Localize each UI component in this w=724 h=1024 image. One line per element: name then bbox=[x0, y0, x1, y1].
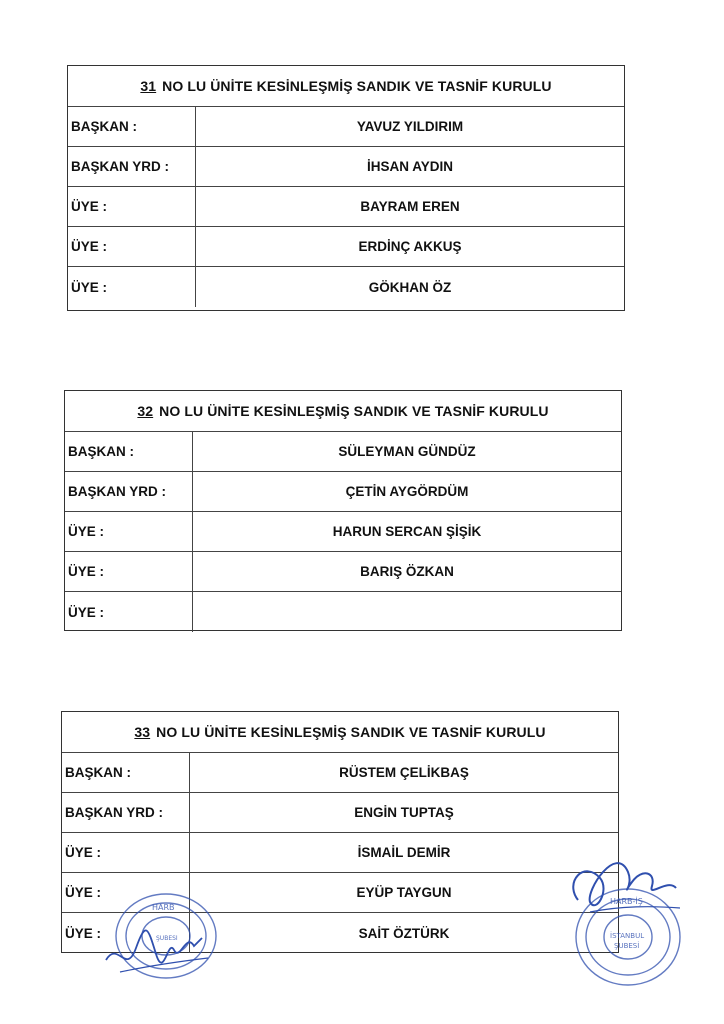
table-row bbox=[68, 187, 624, 227]
role-cell: ÜYE : bbox=[68, 227, 196, 266]
name-cell: ÇETİN AYGÖRDÜM bbox=[345, 484, 469, 499]
role-cell: BAŞKAN YRD : bbox=[68, 147, 196, 186]
committee-title-text: NO LU ÜNİTE KESİNLEŞMİŞ SANDIK VE TASNİF KURULU bbox=[159, 403, 549, 419]
union-stamp-right bbox=[560, 842, 690, 997]
role-cell: ÜYE : bbox=[68, 267, 196, 307]
name-cell: GÖKHAN ÖZ bbox=[368, 279, 452, 295]
name-cell: RÜSTEM ÇELİKBAŞ bbox=[339, 765, 469, 780]
svg-text:HARB-İŞ: HARB-İŞ bbox=[610, 897, 643, 906]
table-row bbox=[68, 107, 624, 147]
role-cell: BAŞKAN : bbox=[62, 753, 190, 792]
stamp-seal-icon bbox=[98, 888, 228, 983]
committee-32 bbox=[64, 390, 622, 631]
name-cell: HARUN SERCAN ŞİŞİK bbox=[332, 524, 482, 539]
committee-title bbox=[65, 391, 621, 432]
table-row bbox=[65, 592, 621, 632]
table-row bbox=[62, 793, 618, 833]
name-cell: BARIŞ ÖZKAN bbox=[360, 564, 454, 579]
name-cell: İHSAN AYDIN bbox=[366, 159, 454, 174]
name-cell: İSMAİL DEMİR bbox=[357, 845, 451, 860]
role-cell: ÜYE : bbox=[65, 592, 193, 632]
name-cell: ERDİNÇ AKKUŞ bbox=[358, 239, 462, 254]
committee-number: 31 bbox=[140, 78, 157, 94]
table-row bbox=[65, 512, 621, 552]
committee-title bbox=[62, 712, 618, 753]
svg-text:ŞUBESİ: ŞUBESİ bbox=[614, 942, 640, 950]
role-cell: BAŞKAN : bbox=[68, 107, 196, 146]
stamp-seal-icon bbox=[560, 842, 690, 992]
name-cell bbox=[193, 592, 621, 632]
name-cell: ENGİN TUPTAŞ bbox=[354, 805, 454, 820]
role-cell: ÜYE : bbox=[65, 552, 193, 591]
union-stamp-left bbox=[98, 888, 228, 988]
role-cell: ÜYE : bbox=[62, 913, 190, 953]
name-cell: EYÜP TAYGUN bbox=[356, 885, 452, 900]
role-cell: ÜYE : bbox=[68, 187, 196, 226]
role-cell: BAŞKAN YRD : bbox=[65, 472, 193, 511]
table-row bbox=[65, 432, 621, 472]
table-row bbox=[68, 267, 624, 307]
role-cell: ÜYE : bbox=[62, 833, 190, 872]
committee-title-text: NO LU ÜNİTE KESİNLEŞMİŞ SANDIK VE TASNİF KURULU bbox=[162, 78, 552, 94]
svg-text:ŞUBESİ: ŞUBESİ bbox=[156, 935, 178, 942]
table-row bbox=[62, 833, 618, 873]
role-cell: BAŞKAN : bbox=[65, 432, 193, 471]
svg-text:İSTANBUL: İSTANBUL bbox=[610, 932, 645, 940]
role-cell: ÜYE : bbox=[65, 512, 193, 551]
table-row bbox=[65, 472, 621, 512]
committee-31 bbox=[67, 65, 625, 311]
name-cell: YAVUZ YILDIRIM bbox=[356, 119, 464, 134]
table-row bbox=[62, 753, 618, 793]
role-cell: BAŞKAN YRD : bbox=[62, 793, 190, 832]
committee-number: 32 bbox=[137, 403, 154, 419]
name-cell: SÜLEYMAN GÜNDÜZ bbox=[338, 444, 476, 459]
name-cell: BAYRAM EREN bbox=[360, 199, 460, 214]
committee-title bbox=[68, 66, 624, 107]
name-cell: SAİT ÖZTÜRK bbox=[358, 925, 450, 941]
svg-text:HARB: HARB bbox=[152, 903, 175, 912]
table-row bbox=[65, 552, 621, 592]
committee-number: 33 bbox=[134, 724, 151, 740]
role-cell: ÜYE : bbox=[62, 873, 190, 912]
committee-title-text: NO LU ÜNİTE KESİNLEŞMİŞ SANDIK VE TASNİF KURULU bbox=[156, 724, 546, 740]
table-row bbox=[68, 147, 624, 187]
table-row bbox=[68, 227, 624, 267]
